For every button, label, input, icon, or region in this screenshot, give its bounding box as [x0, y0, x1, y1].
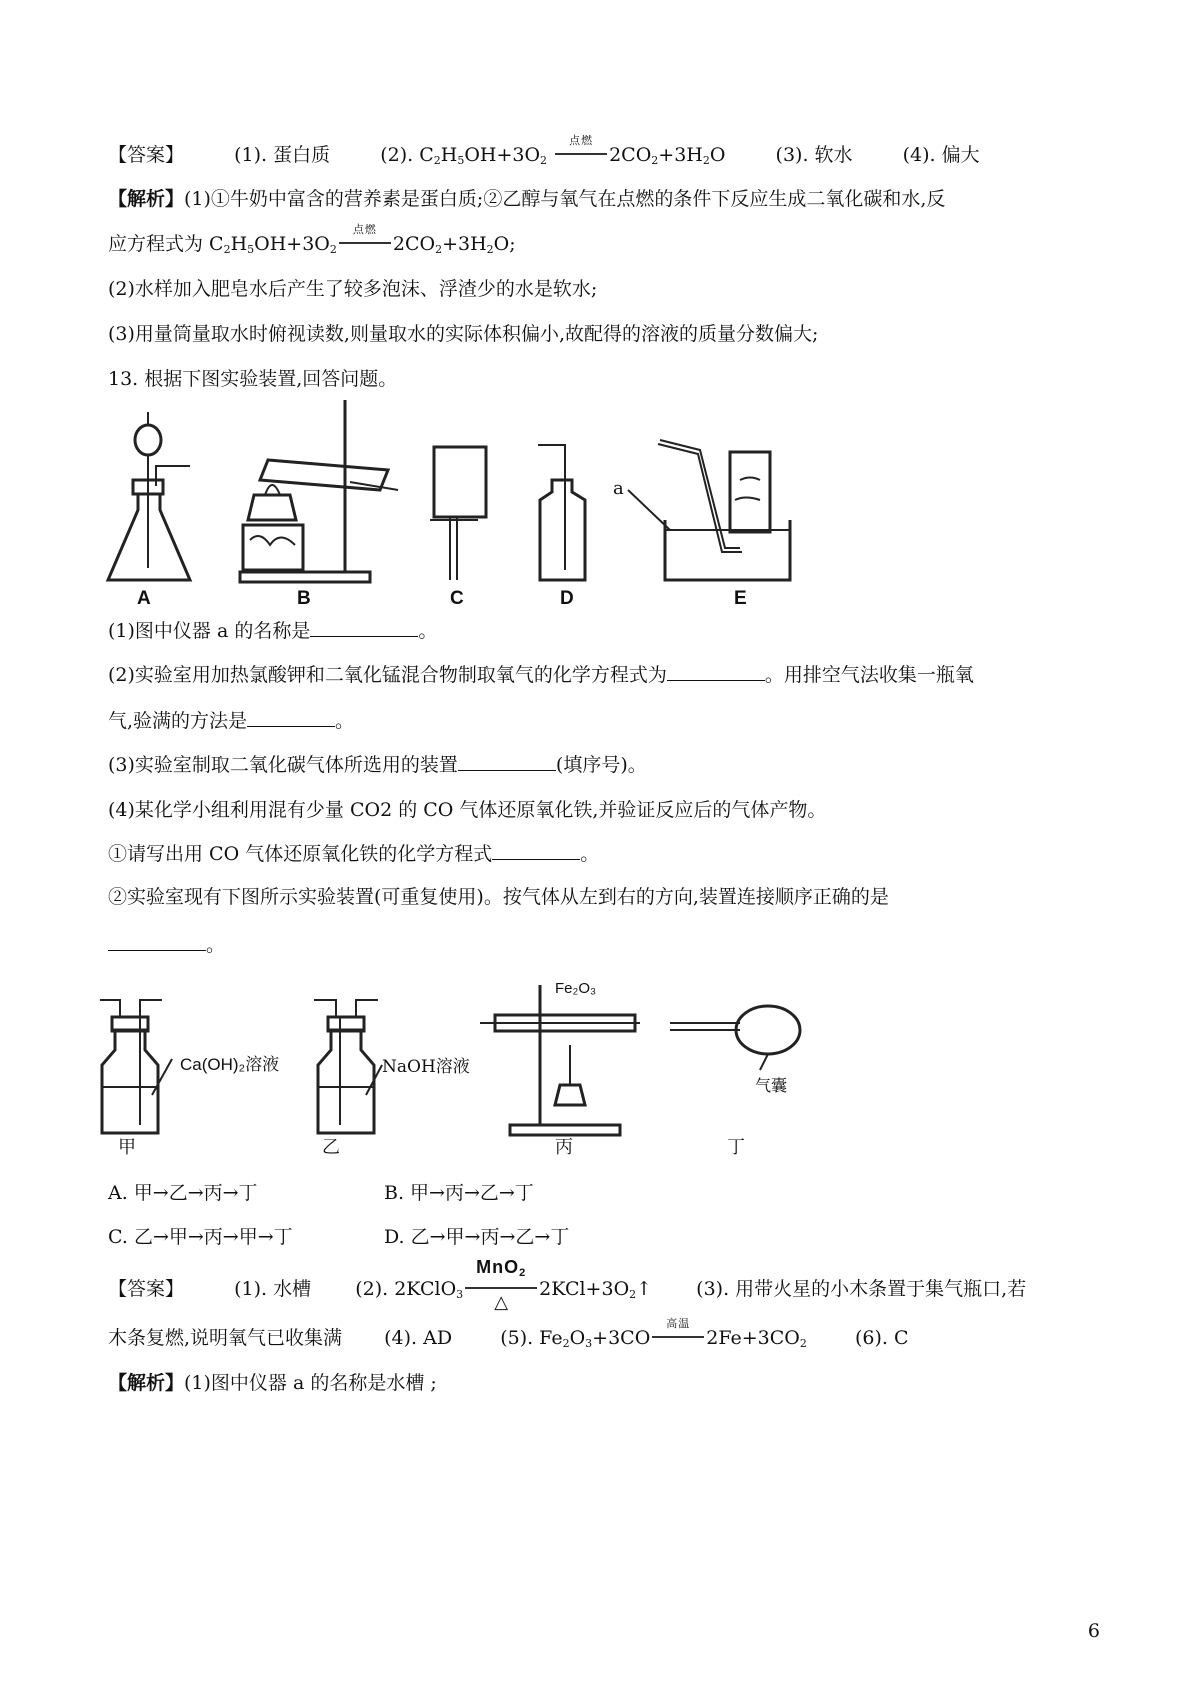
fig1-label-e: E [734, 588, 747, 609]
fig2-label-jia: 甲 [118, 1137, 136, 1158]
answer-part-1: (1). 蛋白质 [234, 144, 331, 166]
answer-part-3: (3). 软水 [775, 144, 853, 166]
fig1-label-c: C [450, 588, 464, 609]
fig2-text-caoh: Ca(OH)₂溶液 [180, 1055, 280, 1074]
answer-part-2: (2). $C_2H_5OH+3O_2$ 点燃 $2CO_2+3H_2O$ [380, 134, 726, 167]
subq-2-cont: 气,验满的方法是 。 [108, 710, 355, 732]
fig2-text-fe2o3: Fe₂O₃ [555, 980, 597, 997]
subq-4-1: ①请写出用 CO 气体还原氧化铁的化学方程式 。 [108, 843, 600, 865]
answer2-part-2: (2). 2KClO$_3$ MnO$_2$ △ $2KCl+3O_2↑$ [355, 1257, 653, 1313]
reaction-condition-mno2: MnO$_2$ △ [465, 1276, 537, 1302]
analysis-line-4: (3)用量筒量取水时俯视读数,则量取水的实际体积偏小,故配得的溶液的质量分数偏大; [108, 323, 819, 345]
apparatus-a [108, 412, 190, 580]
analysis-line-1 [108, 186, 945, 212]
fig1-pointer-a: a [613, 478, 624, 499]
option-b: B. 甲→丙→乙→丁 [384, 1182, 534, 1204]
fig1-label-a: A [137, 588, 151, 609]
subq-3: (3)实验室制取二氧化碳气体所选用的装置 (填序号)。 [108, 754, 647, 776]
answer2-line-1 [108, 1257, 1027, 1313]
apparatus-ding [670, 1006, 800, 1070]
answer2-part-4: (4). AD [384, 1327, 453, 1349]
reaction-condition: 高温 [652, 1325, 704, 1351]
answer2-part-1: (1). 水槽 [234, 1278, 312, 1300]
analysis2-line-1 [108, 1370, 437, 1396]
apparatus-c [430, 447, 486, 580]
analysis-tag: 【解析】 [108, 1372, 185, 1394]
answer-part-4: (4). 偏大 [902, 144, 980, 166]
apparatus-e [628, 440, 790, 580]
option-c: C. 乙→甲→丙→甲→丁 [108, 1226, 293, 1248]
analysis-text: (1)图中仪器 a 的名称是水槽 ; [184, 1372, 437, 1394]
reaction-condition: 点燃 [339, 231, 391, 257]
apparatus-yi [314, 1000, 382, 1133]
subq-1: (1)图中仪器 a 的名称是 。 [108, 620, 438, 642]
fig2-text-qinang: 气囊 [755, 1076, 788, 1095]
apparatus-figure-1 [100, 400, 820, 600]
apparatus-d [538, 445, 585, 580]
analysis-text: (1)①牛奶中富含的营养素是蛋白质;②乙醇与氧气在点燃的条件下反应生成二氧化碳和水,反 [184, 188, 946, 210]
apparatus-jia [100, 1000, 172, 1133]
answer-tag: 【答案】 [108, 1278, 185, 1300]
subq-4-2-blank: 。 [108, 932, 225, 958]
answer-tag: 【答案】 [108, 144, 185, 166]
fig2-text-naoh: NaOH溶液 [382, 1057, 470, 1077]
subq-4: (4)某化学小组利用混有少量 CO2 的 CO 气体还原氧化铁,并验证反应后的气体产物。 [108, 799, 827, 821]
question-title: 13. 根据下图实验装置,回答问题。 [108, 368, 398, 390]
option-d: D. 乙→甲→丙→乙→丁 [384, 1226, 570, 1248]
subq-4-2: ②实验室现有下图所示实验装置(可重复使用)。按气体从左到右的方向,装置连接顺序正确的是 [108, 886, 889, 908]
apparatus-b [240, 400, 398, 582]
fig2-label-bing: 丙 [555, 1137, 573, 1158]
analysis-tag: 【解析】 [108, 188, 185, 210]
answer2-part-3: (3). 用带火星的小木条置于集气瓶口,若 [696, 1278, 1027, 1300]
fig2-label-yi: 乙 [322, 1137, 340, 1158]
answer2-line-2: 木条复燃,说明氧气已收集满 (4). AD (5). $Fe_2O_3+3CO$ 高温 $2Fe+3CO_2$ (6). C [108, 1317, 909, 1350]
apparatus-bing [480, 985, 640, 1135]
fig1-label-d: D [560, 588, 574, 609]
subq-2: (2)实验室用加热氯酸钾和二氧化锰混合物制取氧气的化学方程式为 。用排空气法收集一瓶氧 [108, 664, 974, 686]
reaction-condition: 点燃 [555, 142, 607, 168]
fig1-label-b: B [297, 588, 311, 609]
analysis-line-2: 应方程式为 $C_2H_5OH+3O_2$ 点燃 $2CO_2+3H_2O$; [108, 223, 516, 256]
answer2-part-6: (6). C [854, 1327, 909, 1349]
option-a: A. 甲→乙→丙→丁 [108, 1182, 258, 1204]
answer-line-1 [108, 134, 980, 174]
page-number: 6 [1087, 1620, 1100, 1642]
analysis-line-3: (2)水样加入肥皂水后产生了较多泡沫、浮渣少的水是软水; [108, 278, 598, 300]
fig2-label-ding: 丁 [727, 1137, 745, 1158]
answer2-part-5: (5). $Fe_2O_3+3CO$ 高温 $2Fe+3CO_2$ [500, 1317, 807, 1350]
